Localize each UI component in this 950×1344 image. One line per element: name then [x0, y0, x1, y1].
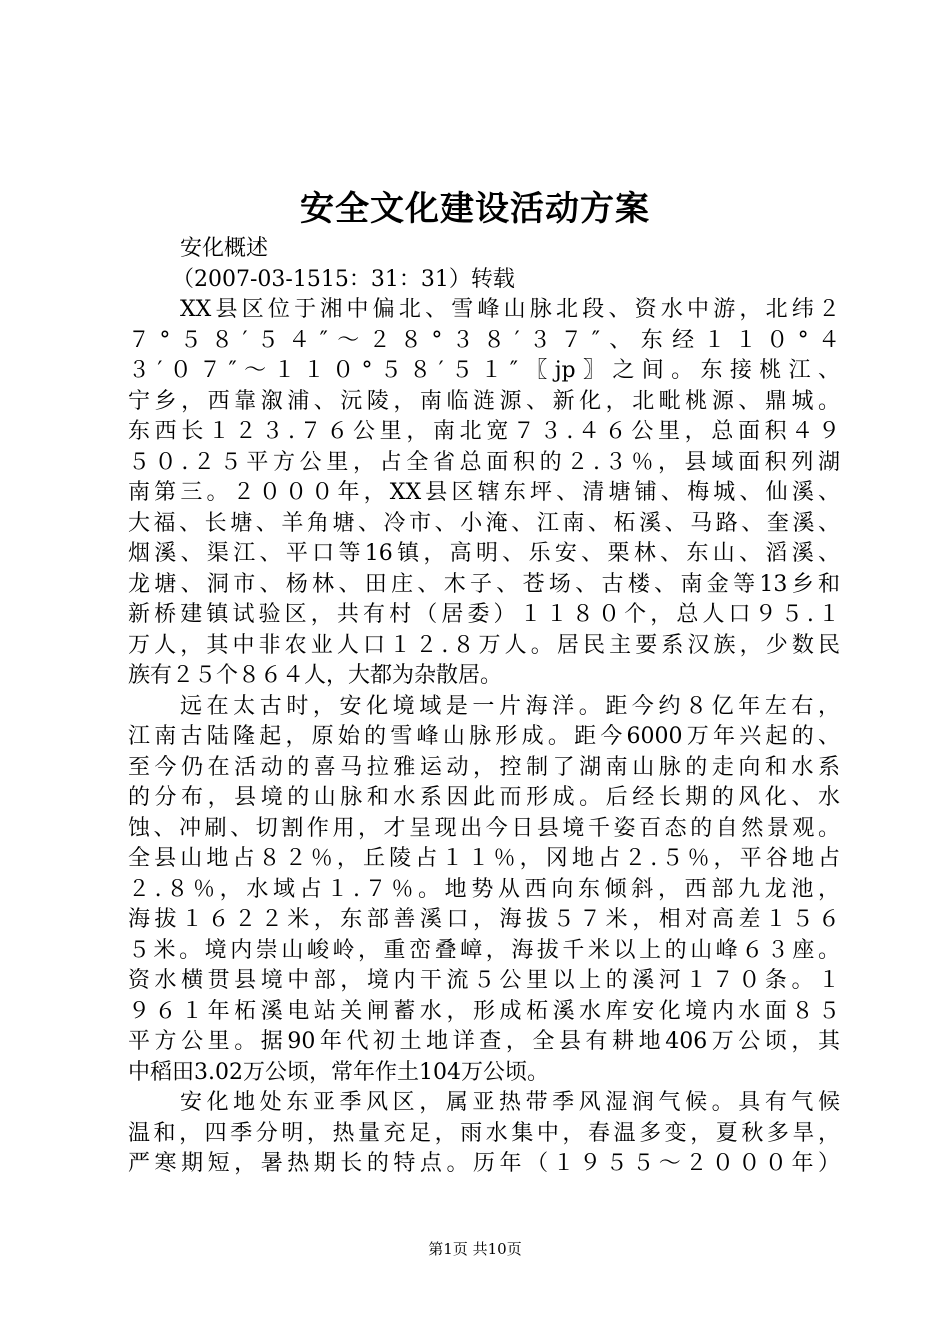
- body-text-line: 南第三。２０００年，XX县区辖东坪、清塘铺、梅城、仙溪、: [128, 480, 840, 505]
- body-text-line: ９６１年柘溪电站关闸蓄水，形成柘溪水库安化境内水面８５: [128, 998, 840, 1024]
- document-body: [128, 234, 840, 1180]
- body-text-line: 安化地处东亚季风区，属亚热带季风湿润气候。具有气候: [180, 1090, 840, 1115]
- body-text-line: 新桥建镇试验区，共有村（居委）１１８０个，总人口９５.１: [128, 602, 840, 627]
- body-text-line: 东西长１２３.７６公里，南北宽７３.４６公里，总面积４９: [128, 419, 840, 444]
- body-text-line: 安化概述: [180, 236, 269, 261]
- body-text-line: 龙塘、洞市、杨林、田庄、木子、苍场、古楼、南金等13乡和: [128, 571, 840, 597]
- document-title: 安全文化建设活动方案: [300, 189, 650, 229]
- body-text-line: 资水横贯县境中部，境内干流５公里以上的溪河１７０条。１: [128, 968, 840, 993]
- page-footer: 第1页 共10页: [428, 1240, 522, 1258]
- body-text-line: 烟溪、渠江、平口等16镇，高明、乐安、栗林、东山、滔溪、: [128, 541, 840, 566]
- body-text-line: 海拔１６２２米，东部善溪口，海拔５７米，相对高差１５６: [128, 907, 840, 932]
- body-text-line: 温和，四季分明，热量充足，雨水集中，春温多变，夏秋多旱，: [128, 1120, 840, 1146]
- body-text-line: ３′０７″～１１０°５８′５１″〖jp〗之间。东接桃江、: [128, 358, 840, 383]
- body-text-line: XX县区位于湘中偏北、雪峰山脉北段、资水中游，北纬２: [180, 297, 840, 322]
- body-text-line: ５０.２５平方公里，占全省总面积的２.３％，县域面积列湖: [128, 449, 840, 475]
- body-text-line: 全县山地占８２％，丘陵占１１％，冈地占２.５％，平谷地占: [128, 846, 840, 871]
- body-text-line: （2007-03-1515：31：31）转载: [172, 266, 515, 292]
- body-text-line: ７°５８′５４″～２８°３８′３７″、东经１１０°４: [128, 327, 840, 353]
- body-text-line: 至今仍在活动的喜马拉雅运动，控制了湖南山脉的走向和水系: [128, 754, 840, 780]
- body-text-line: 大福、长塘、羊角塘、冷市、小淹、江南、柘溪、马路、奎溪、: [128, 510, 840, 536]
- body-text-line: ２.８％，水域占１.７％。地势从西向东倾斜，西部九龙池，: [128, 876, 840, 902]
- body-text-line: ５米。境内崇山峻岭，重峦叠嶂，海拔千米以上的山峰６３座。: [128, 937, 840, 963]
- body-text-line: 宁乡，西靠溆浦、沅陵，南临涟源、新化，北毗桃源、鼎城。: [128, 388, 840, 414]
- body-text-line: 的分布，县境的山脉和水系因此而形成。后经长期的风化、水: [128, 785, 840, 810]
- body-text-line: 远在太古时，安化境域是一片海洋。距今约８亿年左右，: [180, 693, 840, 719]
- body-text-line: 族有２５个８６４人，大都为杂散居。: [128, 663, 503, 688]
- body-text-line: 万人，其中非农业人口１２.８万人。居民主要系汉族，少数民: [128, 632, 840, 658]
- body-text-line: 平方公里。据90年代初土地详查，全县有耕地406万公顷，其: [128, 1029, 840, 1054]
- body-text-line: 严寒期短，暑热期长的特点。历年（１９５５～２０００年）: [128, 1151, 840, 1176]
- body-text-line: 蚀、冲刷、切割作用，才呈现出今日县境千姿百态的自然景观。: [128, 815, 840, 841]
- body-text-line: 江南古陆隆起，原始的雪峰山脉形成。距今6000万年兴起的、: [128, 724, 840, 749]
- body-text-line: 中稻田3.02万公顷，常年作土104万公顷。: [128, 1059, 549, 1085]
